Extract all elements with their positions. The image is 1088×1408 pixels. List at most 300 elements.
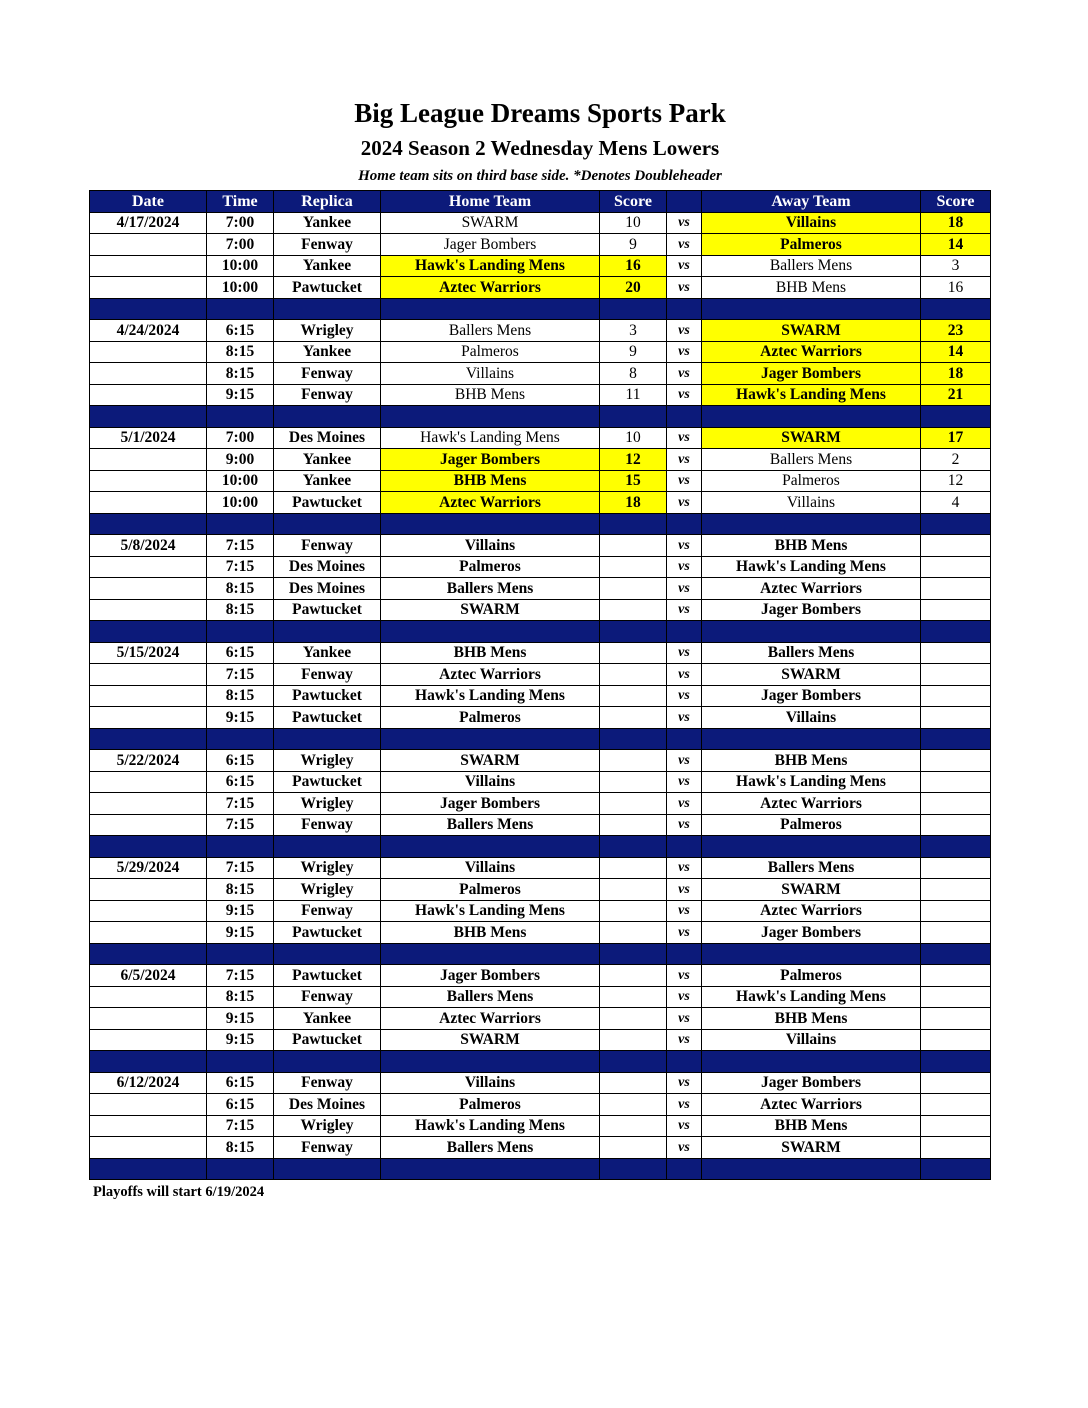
- home-score: 3: [600, 320, 667, 342]
- away-team: Ballers Mens: [702, 857, 921, 879]
- vs-label: vs: [667, 965, 702, 987]
- week-separator: [90, 621, 991, 643]
- home-score: [600, 556, 667, 578]
- vs-label: vs: [667, 642, 702, 664]
- away-team: BHB Mens: [702, 277, 921, 299]
- vs-label: vs: [667, 1115, 702, 1137]
- game-replica: Fenway: [274, 664, 381, 686]
- game-replica: Pawtucket: [274, 685, 381, 707]
- away-team: Jager Bombers: [702, 1072, 921, 1094]
- home-score: [600, 900, 667, 922]
- separator-cell: [274, 1051, 381, 1073]
- separator-cell: [90, 621, 207, 643]
- away-team: Hawk's Landing Mens: [702, 771, 921, 793]
- game-date: [90, 1029, 207, 1051]
- vs-label: vs: [667, 707, 702, 729]
- away-team: SWARM: [702, 427, 921, 449]
- game-replica: Yankee: [274, 642, 381, 664]
- game-time: 8:15: [207, 363, 274, 385]
- away-team: Hawk's Landing Mens: [702, 556, 921, 578]
- game-replica: Fenway: [274, 1072, 381, 1094]
- separator-cell: [274, 943, 381, 965]
- away-score: 14: [921, 341, 991, 363]
- away-team: BHB Mens: [702, 1008, 921, 1030]
- separator-cell: [702, 1051, 921, 1073]
- game-time: 6:15: [207, 771, 274, 793]
- game-replica: Yankee: [274, 1008, 381, 1030]
- away-team: Palmeros: [702, 470, 921, 492]
- away-score: [921, 1072, 991, 1094]
- separator-cell: [921, 728, 991, 750]
- away-score: [921, 879, 991, 901]
- game-date: [90, 599, 207, 621]
- game-date: [90, 771, 207, 793]
- separator-cell: [667, 513, 702, 535]
- game-date: [90, 986, 207, 1008]
- table-row: [90, 1137, 991, 1159]
- table-row: [90, 750, 991, 772]
- separator-cell: [90, 513, 207, 535]
- home-team: Ballers Mens: [381, 986, 600, 1008]
- separator-cell: [667, 1051, 702, 1073]
- separator-cell: [90, 298, 207, 320]
- game-time: 10:00: [207, 470, 274, 492]
- separator-cell: [702, 298, 921, 320]
- home-score: [600, 707, 667, 729]
- separator-cell: [274, 298, 381, 320]
- home-team: Jager Bombers: [381, 234, 600, 256]
- home-team: SWARM: [381, 599, 600, 621]
- game-replica: Des Moines: [274, 427, 381, 449]
- away-team: BHB Mens: [702, 750, 921, 772]
- vs-label: vs: [667, 234, 702, 256]
- separator-cell: [921, 406, 991, 428]
- table-row: [90, 535, 991, 557]
- home-score: 20: [600, 277, 667, 299]
- game-date: [90, 664, 207, 686]
- game-replica: Fenway: [274, 535, 381, 557]
- vs-label: vs: [667, 535, 702, 557]
- home-team: Ballers Mens: [381, 1137, 600, 1159]
- game-date: [90, 1008, 207, 1030]
- game-replica: Des Moines: [274, 556, 381, 578]
- vs-label: vs: [667, 1072, 702, 1094]
- game-replica: Yankee: [274, 255, 381, 277]
- game-time: 7:15: [207, 664, 274, 686]
- separator-cell: [381, 836, 600, 858]
- separator-cell: [600, 728, 667, 750]
- away-score: [921, 685, 991, 707]
- vs-label: vs: [667, 1137, 702, 1159]
- away-team: Aztec Warriors: [702, 578, 921, 600]
- home-score: 15: [600, 470, 667, 492]
- away-score: [921, 535, 991, 557]
- home-score: [600, 664, 667, 686]
- vs-label: vs: [667, 470, 702, 492]
- game-time: 9:00: [207, 449, 274, 471]
- away-team: Jager Bombers: [702, 685, 921, 707]
- table-row: [90, 320, 991, 342]
- away-team: Aztec Warriors: [702, 341, 921, 363]
- away-team: Villains: [702, 707, 921, 729]
- game-time: 8:15: [207, 685, 274, 707]
- home-score: 9: [600, 234, 667, 256]
- game-replica: Wrigley: [274, 879, 381, 901]
- away-team: SWARM: [702, 320, 921, 342]
- away-team: Aztec Warriors: [702, 1094, 921, 1116]
- game-date: 5/29/2024: [90, 857, 207, 879]
- away-score: [921, 771, 991, 793]
- vs-label: vs: [667, 793, 702, 815]
- separator-cell: [702, 406, 921, 428]
- week-separator: [90, 836, 991, 858]
- table-row: [90, 707, 991, 729]
- home-score: [600, 685, 667, 707]
- game-time: 8:15: [207, 578, 274, 600]
- vs-label: vs: [667, 492, 702, 514]
- vs-label: vs: [667, 857, 702, 879]
- col-replica: Replica: [274, 191, 381, 213]
- away-score: 4: [921, 492, 991, 514]
- home-team: Villains: [381, 535, 600, 557]
- home-team: Ballers Mens: [381, 578, 600, 600]
- game-replica: Pawtucket: [274, 599, 381, 621]
- away-team: BHB Mens: [702, 1115, 921, 1137]
- game-date: [90, 707, 207, 729]
- separator-cell: [921, 513, 991, 535]
- home-score: [600, 1115, 667, 1137]
- home-team: Hawk's Landing Mens: [381, 255, 600, 277]
- away-score: [921, 578, 991, 600]
- away-team: Ballers Mens: [702, 642, 921, 664]
- away-score: 23: [921, 320, 991, 342]
- game-date: [90, 1094, 207, 1116]
- game-replica: Pawtucket: [274, 771, 381, 793]
- game-time: 8:15: [207, 599, 274, 621]
- separator-cell: [921, 1051, 991, 1073]
- game-date: [90, 363, 207, 385]
- home-team: Hawk's Landing Mens: [381, 427, 600, 449]
- separator-cell: [921, 836, 991, 858]
- vs-label: vs: [667, 922, 702, 944]
- game-replica: Fenway: [274, 986, 381, 1008]
- separator-cell: [207, 728, 274, 750]
- home-team: Palmeros: [381, 1094, 600, 1116]
- away-team: Hawk's Landing Mens: [702, 986, 921, 1008]
- vs-label: vs: [667, 449, 702, 471]
- vs-label: vs: [667, 771, 702, 793]
- game-time: 7:00: [207, 212, 274, 234]
- game-time: 7:15: [207, 857, 274, 879]
- separator-cell: [600, 836, 667, 858]
- week-separator: [90, 1051, 991, 1073]
- away-score: 14: [921, 234, 991, 256]
- game-replica: Fenway: [274, 900, 381, 922]
- away-score: [921, 900, 991, 922]
- home-score: [600, 750, 667, 772]
- home-team: Aztec Warriors: [381, 277, 600, 299]
- table-row: [90, 986, 991, 1008]
- game-time: 8:15: [207, 1137, 274, 1159]
- table-row: [90, 212, 991, 234]
- home-score: 9: [600, 341, 667, 363]
- home-score: [600, 986, 667, 1008]
- col-away-score: Score: [921, 191, 991, 213]
- game-time: 8:15: [207, 879, 274, 901]
- away-team: Aztec Warriors: [702, 900, 921, 922]
- home-score: [600, 642, 667, 664]
- game-replica: Fenway: [274, 384, 381, 406]
- separator-cell: [90, 406, 207, 428]
- home-score: [600, 1029, 667, 1051]
- home-score: [600, 599, 667, 621]
- home-score: 10: [600, 212, 667, 234]
- away-score: [921, 664, 991, 686]
- away-score: [921, 965, 991, 987]
- away-team: Ballers Mens: [702, 449, 921, 471]
- vs-label: vs: [667, 986, 702, 1008]
- away-score: [921, 1008, 991, 1030]
- game-date: [90, 384, 207, 406]
- week-separator: [90, 298, 991, 320]
- separator-cell: [90, 943, 207, 965]
- home-team: Aztec Warriors: [381, 664, 600, 686]
- separator-cell: [381, 943, 600, 965]
- home-score: [600, 1137, 667, 1159]
- separator-cell: [667, 298, 702, 320]
- table-row: [90, 427, 991, 449]
- away-team: SWARM: [702, 664, 921, 686]
- home-score: [600, 922, 667, 944]
- vs-label: vs: [667, 1094, 702, 1116]
- home-score: 8: [600, 363, 667, 385]
- table-row: [90, 900, 991, 922]
- home-score: [600, 879, 667, 901]
- game-time: 9:15: [207, 900, 274, 922]
- game-date: [90, 814, 207, 836]
- game-replica: Pawtucket: [274, 922, 381, 944]
- separator-cell: [667, 406, 702, 428]
- away-score: [921, 1115, 991, 1137]
- game-replica: Pawtucket: [274, 965, 381, 987]
- game-time: 7:15: [207, 965, 274, 987]
- schedule-note: Home team sits on third base side. *Denotes Doubleheader: [358, 168, 722, 184]
- home-team: Villains: [381, 771, 600, 793]
- away-score: [921, 642, 991, 664]
- away-team: Palmeros: [702, 814, 921, 836]
- separator-cell: [667, 1158, 702, 1180]
- game-date: [90, 234, 207, 256]
- away-score: [921, 857, 991, 879]
- table-row: [90, 363, 991, 385]
- home-team: Palmeros: [381, 556, 600, 578]
- away-score: 16: [921, 277, 991, 299]
- game-date: 4/17/2024: [90, 212, 207, 234]
- table-row: [90, 685, 991, 707]
- separator-cell: [90, 1051, 207, 1073]
- separator-cell: [90, 836, 207, 858]
- page-title: Big League Dreams Sports Park: [354, 98, 726, 128]
- game-replica: Wrigley: [274, 320, 381, 342]
- away-team: Aztec Warriors: [702, 793, 921, 815]
- separator-cell: [381, 728, 600, 750]
- week-separator: [90, 728, 991, 750]
- away-team: BHB Mens: [702, 535, 921, 557]
- table-row: [90, 857, 991, 879]
- table-row: [90, 922, 991, 944]
- home-team: Hawk's Landing Mens: [381, 685, 600, 707]
- away-team: Villains: [702, 212, 921, 234]
- header-row: [90, 191, 991, 213]
- away-score: [921, 986, 991, 1008]
- game-time: 10:00: [207, 492, 274, 514]
- vs-label: vs: [667, 212, 702, 234]
- game-date: 5/8/2024: [90, 535, 207, 557]
- home-team: Jager Bombers: [381, 449, 600, 471]
- separator-cell: [600, 943, 667, 965]
- game-time: 9:15: [207, 707, 274, 729]
- col-time: Time: [207, 191, 274, 213]
- game-date: [90, 922, 207, 944]
- game-date: [90, 685, 207, 707]
- playoffs-note: Playoffs will start 6/19/2024: [93, 1184, 265, 1200]
- vs-label: vs: [667, 341, 702, 363]
- home-team: Ballers Mens: [381, 814, 600, 836]
- table-row: [90, 1072, 991, 1094]
- vs-label: vs: [667, 363, 702, 385]
- vs-label: vs: [667, 556, 702, 578]
- home-team: SWARM: [381, 750, 600, 772]
- vs-label: vs: [667, 320, 702, 342]
- home-team: Jager Bombers: [381, 965, 600, 987]
- table-row: [90, 1094, 991, 1116]
- home-score: [600, 965, 667, 987]
- game-date: [90, 793, 207, 815]
- home-score: [600, 1008, 667, 1030]
- away-score: [921, 707, 991, 729]
- home-score: [600, 771, 667, 793]
- away-team: Jager Bombers: [702, 599, 921, 621]
- separator-cell: [381, 298, 600, 320]
- home-score: [600, 814, 667, 836]
- separator-cell: [667, 836, 702, 858]
- game-date: [90, 492, 207, 514]
- separator-cell: [667, 943, 702, 965]
- table-row: [90, 1115, 991, 1137]
- separator-cell: [207, 513, 274, 535]
- game-time: 8:15: [207, 986, 274, 1008]
- separator-cell: [600, 513, 667, 535]
- separator-cell: [381, 406, 600, 428]
- game-time: 7:15: [207, 1115, 274, 1137]
- away-score: [921, 1094, 991, 1116]
- game-replica: Fenway: [274, 1137, 381, 1159]
- vs-label: vs: [667, 814, 702, 836]
- table-row: [90, 341, 991, 363]
- away-team: SWARM: [702, 1137, 921, 1159]
- table-row: [90, 556, 991, 578]
- game-replica: Fenway: [274, 234, 381, 256]
- away-score: [921, 814, 991, 836]
- game-replica: Pawtucket: [274, 707, 381, 729]
- game-date: [90, 556, 207, 578]
- game-time: 7:15: [207, 814, 274, 836]
- game-time: 6:15: [207, 642, 274, 664]
- table-row: [90, 793, 991, 815]
- separator-cell: [921, 1158, 991, 1180]
- game-date: 5/1/2024: [90, 427, 207, 449]
- separator-cell: [921, 943, 991, 965]
- game-replica: Wrigley: [274, 857, 381, 879]
- home-team: Jager Bombers: [381, 793, 600, 815]
- home-team: Palmeros: [381, 879, 600, 901]
- game-replica: Yankee: [274, 470, 381, 492]
- game-replica: Yankee: [274, 449, 381, 471]
- game-date: [90, 578, 207, 600]
- home-score: [600, 793, 667, 815]
- home-team: Hawk's Landing Mens: [381, 1115, 600, 1137]
- game-time: 8:15: [207, 341, 274, 363]
- separator-cell: [207, 621, 274, 643]
- home-team: Hawk's Landing Mens: [381, 900, 600, 922]
- away-score: 18: [921, 363, 991, 385]
- table-row: [90, 1029, 991, 1051]
- separator-cell: [381, 1158, 600, 1180]
- game-time: 9:15: [207, 922, 274, 944]
- game-date: [90, 470, 207, 492]
- separator-cell: [381, 513, 600, 535]
- away-score: [921, 793, 991, 815]
- game-date: [90, 1115, 207, 1137]
- away-team: Palmeros: [702, 965, 921, 987]
- table-row: [90, 814, 991, 836]
- home-team: BHB Mens: [381, 642, 600, 664]
- separator-cell: [207, 406, 274, 428]
- home-team: Villains: [381, 857, 600, 879]
- vs-label: vs: [667, 750, 702, 772]
- table-row: [90, 255, 991, 277]
- table-row: [90, 277, 991, 299]
- vs-label: vs: [667, 255, 702, 277]
- separator-cell: [274, 1158, 381, 1180]
- away-team: SWARM: [702, 879, 921, 901]
- separator-cell: [274, 406, 381, 428]
- home-team: Ballers Mens: [381, 320, 600, 342]
- week-separator: [90, 406, 991, 428]
- separator-cell: [381, 621, 600, 643]
- game-date: [90, 341, 207, 363]
- table-row: [90, 578, 991, 600]
- separator-cell: [702, 1158, 921, 1180]
- away-team: Villains: [702, 1029, 921, 1051]
- away-score: [921, 750, 991, 772]
- col-vs: [667, 191, 702, 213]
- away-score: 17: [921, 427, 991, 449]
- separator-cell: [667, 728, 702, 750]
- home-score: [600, 535, 667, 557]
- game-time: 7:00: [207, 234, 274, 256]
- vs-label: vs: [667, 427, 702, 449]
- game-replica: Wrigley: [274, 1115, 381, 1137]
- game-time: 9:15: [207, 1029, 274, 1051]
- table-row: [90, 771, 991, 793]
- separator-cell: [702, 513, 921, 535]
- vs-label: vs: [667, 685, 702, 707]
- game-time: 7:00: [207, 427, 274, 449]
- away-team: Villains: [702, 492, 921, 514]
- home-team: SWARM: [381, 212, 600, 234]
- col-date: Date: [90, 191, 207, 213]
